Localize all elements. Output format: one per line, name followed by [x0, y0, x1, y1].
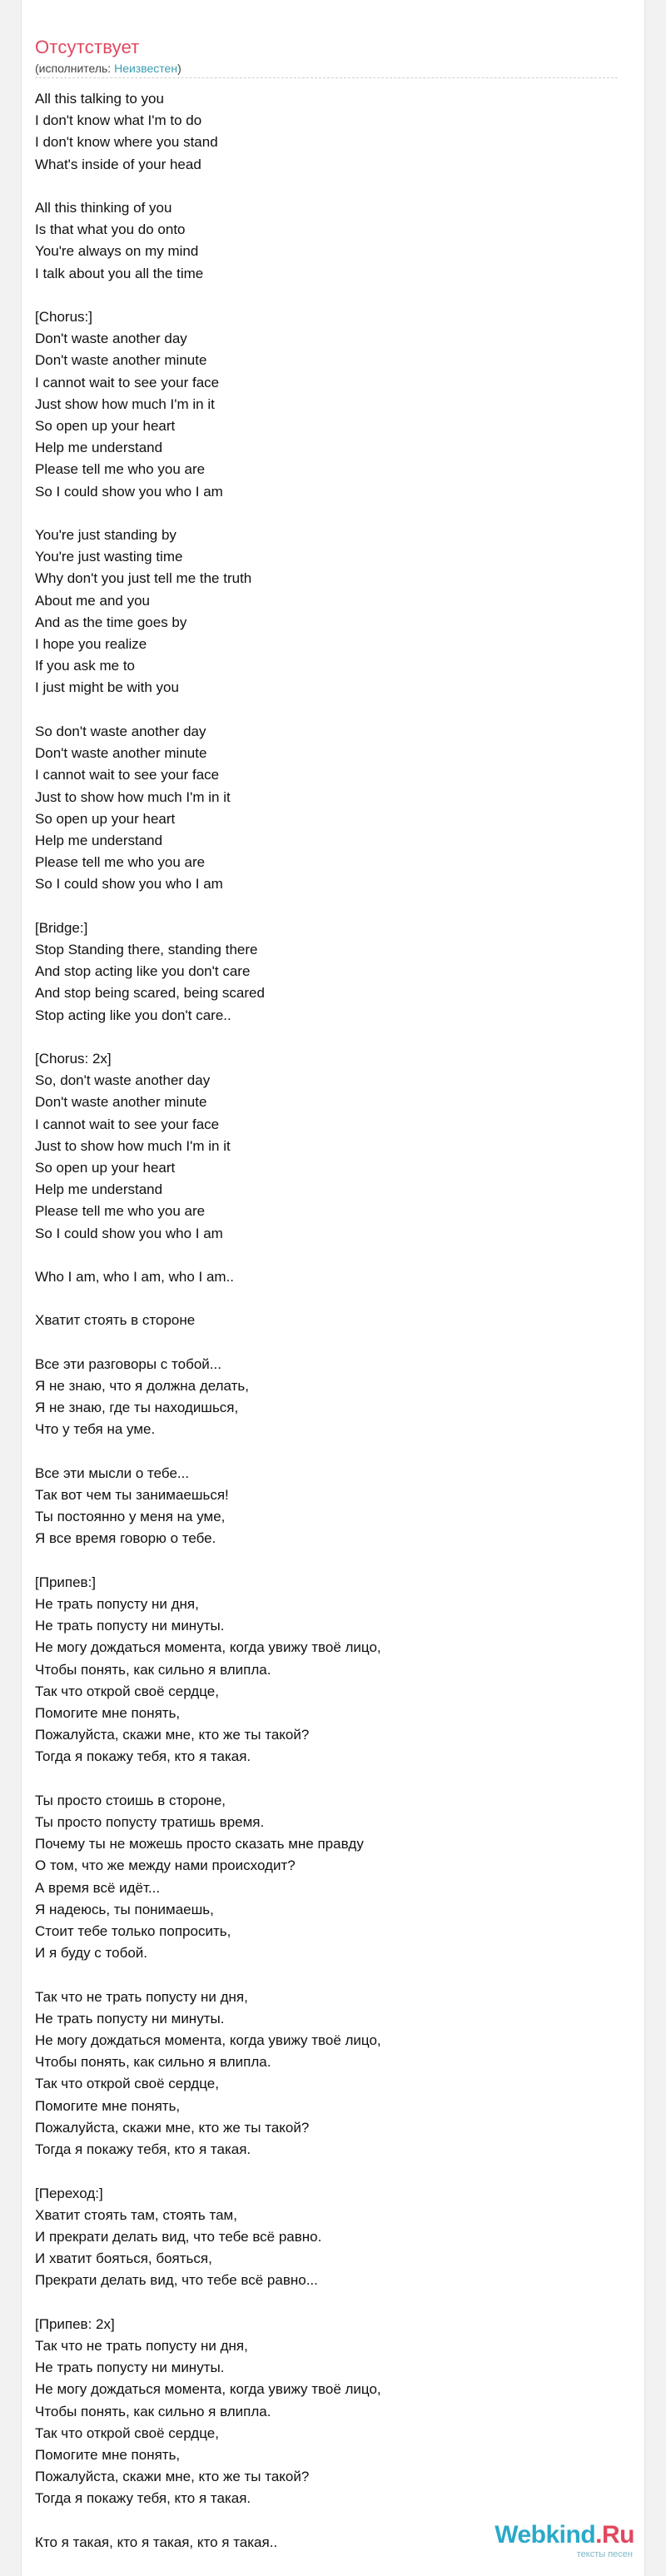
- title-divider: [35, 77, 618, 78]
- site-logo[interactable]: [495, 2523, 634, 2559]
- artist-prefix: (исполнитель:: [35, 62, 115, 75]
- song-title: Отсутствует: [35, 37, 140, 57]
- artist-link[interactable]: Неизвестен: [114, 62, 178, 75]
- logo-part-1: Webkind: [495, 2521, 596, 2549]
- lyrics-text: All this talking to you I don't know what I'm to do I don't know where you stand What's inside of your head All this thinking of you Is that what you do onto You're always on my mind I talk about you all the time [Chorus:] Don't waste another day Don't waste another minute I cannot wait to see your face Just show how much I'm in it So open up your heart Help me understand Please tell me who you are So I could show you who I am You're just standing by You're just wasting time Why don't you just tell me the truth About me and you And as the time goes by I hope you realize If you ask me to I just might be with you So don't waste another day Don't waste another minute I cannot wait to see your face Just to show how much I'm in it So open up your heart Help me understand Please tell me who you are So I could show you who I am [Bridge:] Stop Standing there, standing there And stop acting like you don't care And stop being scared, being scared Stop acting like you don't care.. [Chorus: 2x] So, don't waste another day Don't waste another minute I cannot wait to see your face Just to show how much I'm in it So open up your heart Help me understand Please tell me who you are So I could show you who I am Who I am, who I am, who I am.. Хватит стоять в стороне Все эти разговоры с тобой... Я не знаю, что я должна делать, Я не знаю, где ты находишься, Что у тебя на уме. Все эти мысли о тебе... Так вот чем ты занимаешься! Ты постоянно у меня на уме, Я все время говорю о тебе. [Припев:] Не трать попусту ни дня, Не трать попусту ни минуты. Не могу дождаться момента, когда увижу твоё лицо, Чтобы понять, как сильно я влипла. Так что открой своё сердце, Помогите мне понять, Пожалуйста, скажи мне, кто же ты такой? Тогда я покажу тебя, кто я такая. Ты просто стоишь в стороне, Ты просто попусту тратишь время. Почему ты не можешь просто сказать мне правду О том, что же между нами происходит? А время всё идёт... Я надеюсь, ты понимаешь, Стоит тебе только попросить, И я буду с тобой. Так что не трать попусту ни дня, Не трать попусту ни минуты. Не могу дождаться момента, когда увижу твоё лицо, Чтобы понять, как сильно я влипла. Так что открой своё сердце, Помогите мне понять, Пожалуйста, скажи мне, кто же ты такой? Тогда я покажу тебя, кто я такая. [Переход:] Хватит стоять там, стоять там, И прекрати делать вид, что тебе всё равно. И хватит бояться, бояться, Прекрати делать вид, что тебе всё равно... [Припев: 2x] Так что не трать попусту ни дня, Не трать попусту ни минуты. Не могу дождаться момента, когда увижу твоё лицо, Чтобы понять, как сильно я влипла. Так что открой своё сердце, Помогите мне понять, Пожалуйста, скажи мне, кто же ты такой? Тогда я покажу тебя, кто я такая. Кто я такая, кто я такая, кто я такая..: [35, 91, 381, 2550]
- logo-wordmark: [495, 2523, 634, 2548]
- lyrics-page: [21, 0, 645, 2576]
- artist-line: [35, 62, 181, 75]
- artist-suffix: ): [177, 62, 181, 75]
- logo-part-2: .Ru: [595, 2521, 634, 2549]
- logo-tagline: тексты песен: [576, 2549, 633, 2559]
